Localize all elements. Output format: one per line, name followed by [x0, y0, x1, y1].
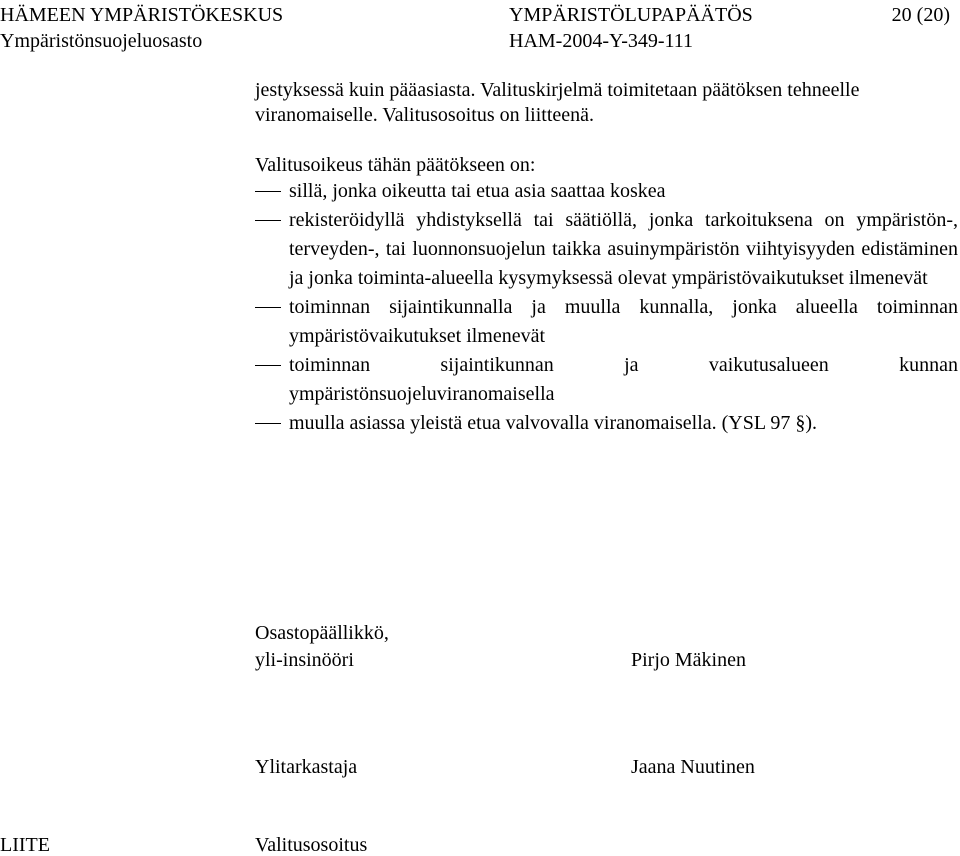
list-item [255, 351, 958, 409]
list-item-text: toiminnan sijaintikunnalla ja muulla kunnalla, jonka alueella toiminnan ympäristövaikutukset ilmenevät [289, 296, 958, 347]
header-org: HÄMEEN YMPÄRISTÖKESKUS [0, 4, 284, 26]
dash-bullet [255, 307, 281, 308]
list-item [255, 177, 958, 206]
list-item-text: rekisteröidyllä yhdistyksellä tai säätiöllä, jonka tarkoituksena on ympäristön-, terveyden-, tai luonnonsuojelun taikka asuinympäristön viihtyisyyden edistäminen ja jonka toiminta-alueella kysymyksessä olevat ympäristövaikutukset ilmenevät [289, 209, 958, 289]
signer-1-title-line-1: Osastopäällikkö, [255, 622, 389, 644]
appeal-list [255, 177, 958, 438]
intro-line-1: jestyksessä kuin pääasiasta. Valituskirjelmä toimitetaan päätöksen tehneelle [255, 79, 860, 101]
attachment-value: Valitusosoitus [255, 834, 368, 856]
list-item [255, 409, 958, 438]
appeal-heading: Valitusoikeus tähän päätökseen on: [255, 154, 536, 176]
dash-bullet [255, 365, 281, 366]
attachment-label: LIITE [0, 834, 50, 856]
header-page-number: 20 (20) [891, 4, 950, 26]
dash-bullet [255, 220, 281, 221]
signer-2-name: Jaana Nuutinen [631, 756, 755, 778]
dash-bullet [255, 423, 281, 424]
list-item-text: toiminnan sijaintikunnan ja vaikutusalueen kunnan ympäristönsuojeluviranomaisella [289, 354, 958, 405]
header-reference: HAM-2004-Y-349-111 [509, 30, 694, 52]
signer-1-title-line-2: yli-insinööri [255, 649, 354, 671]
dash-bullet [255, 191, 281, 192]
list-item [255, 293, 958, 351]
header-department: Ympäristönsuojeluosasto [0, 30, 203, 52]
intro-line-2: viranomaiselle. Valitusosoitus on liitteenä. [255, 104, 595, 126]
list-item-text: sillä, jonka oikeutta tai etua asia saattaa koskea [289, 180, 666, 202]
list-item-text: muulla asiassa yleistä etua valvovalla viranomaisella. (YSL 97 §). [289, 412, 817, 434]
list-item [255, 206, 958, 293]
signer-2-title: Ylitarkastaja [255, 756, 358, 778]
intro-paragraph [255, 78, 958, 128]
signer-1-name: Pirjo Mäkinen [631, 649, 746, 671]
header-doc-type: YMPÄRISTÖLUPAPÄÄTÖS [509, 4, 753, 26]
